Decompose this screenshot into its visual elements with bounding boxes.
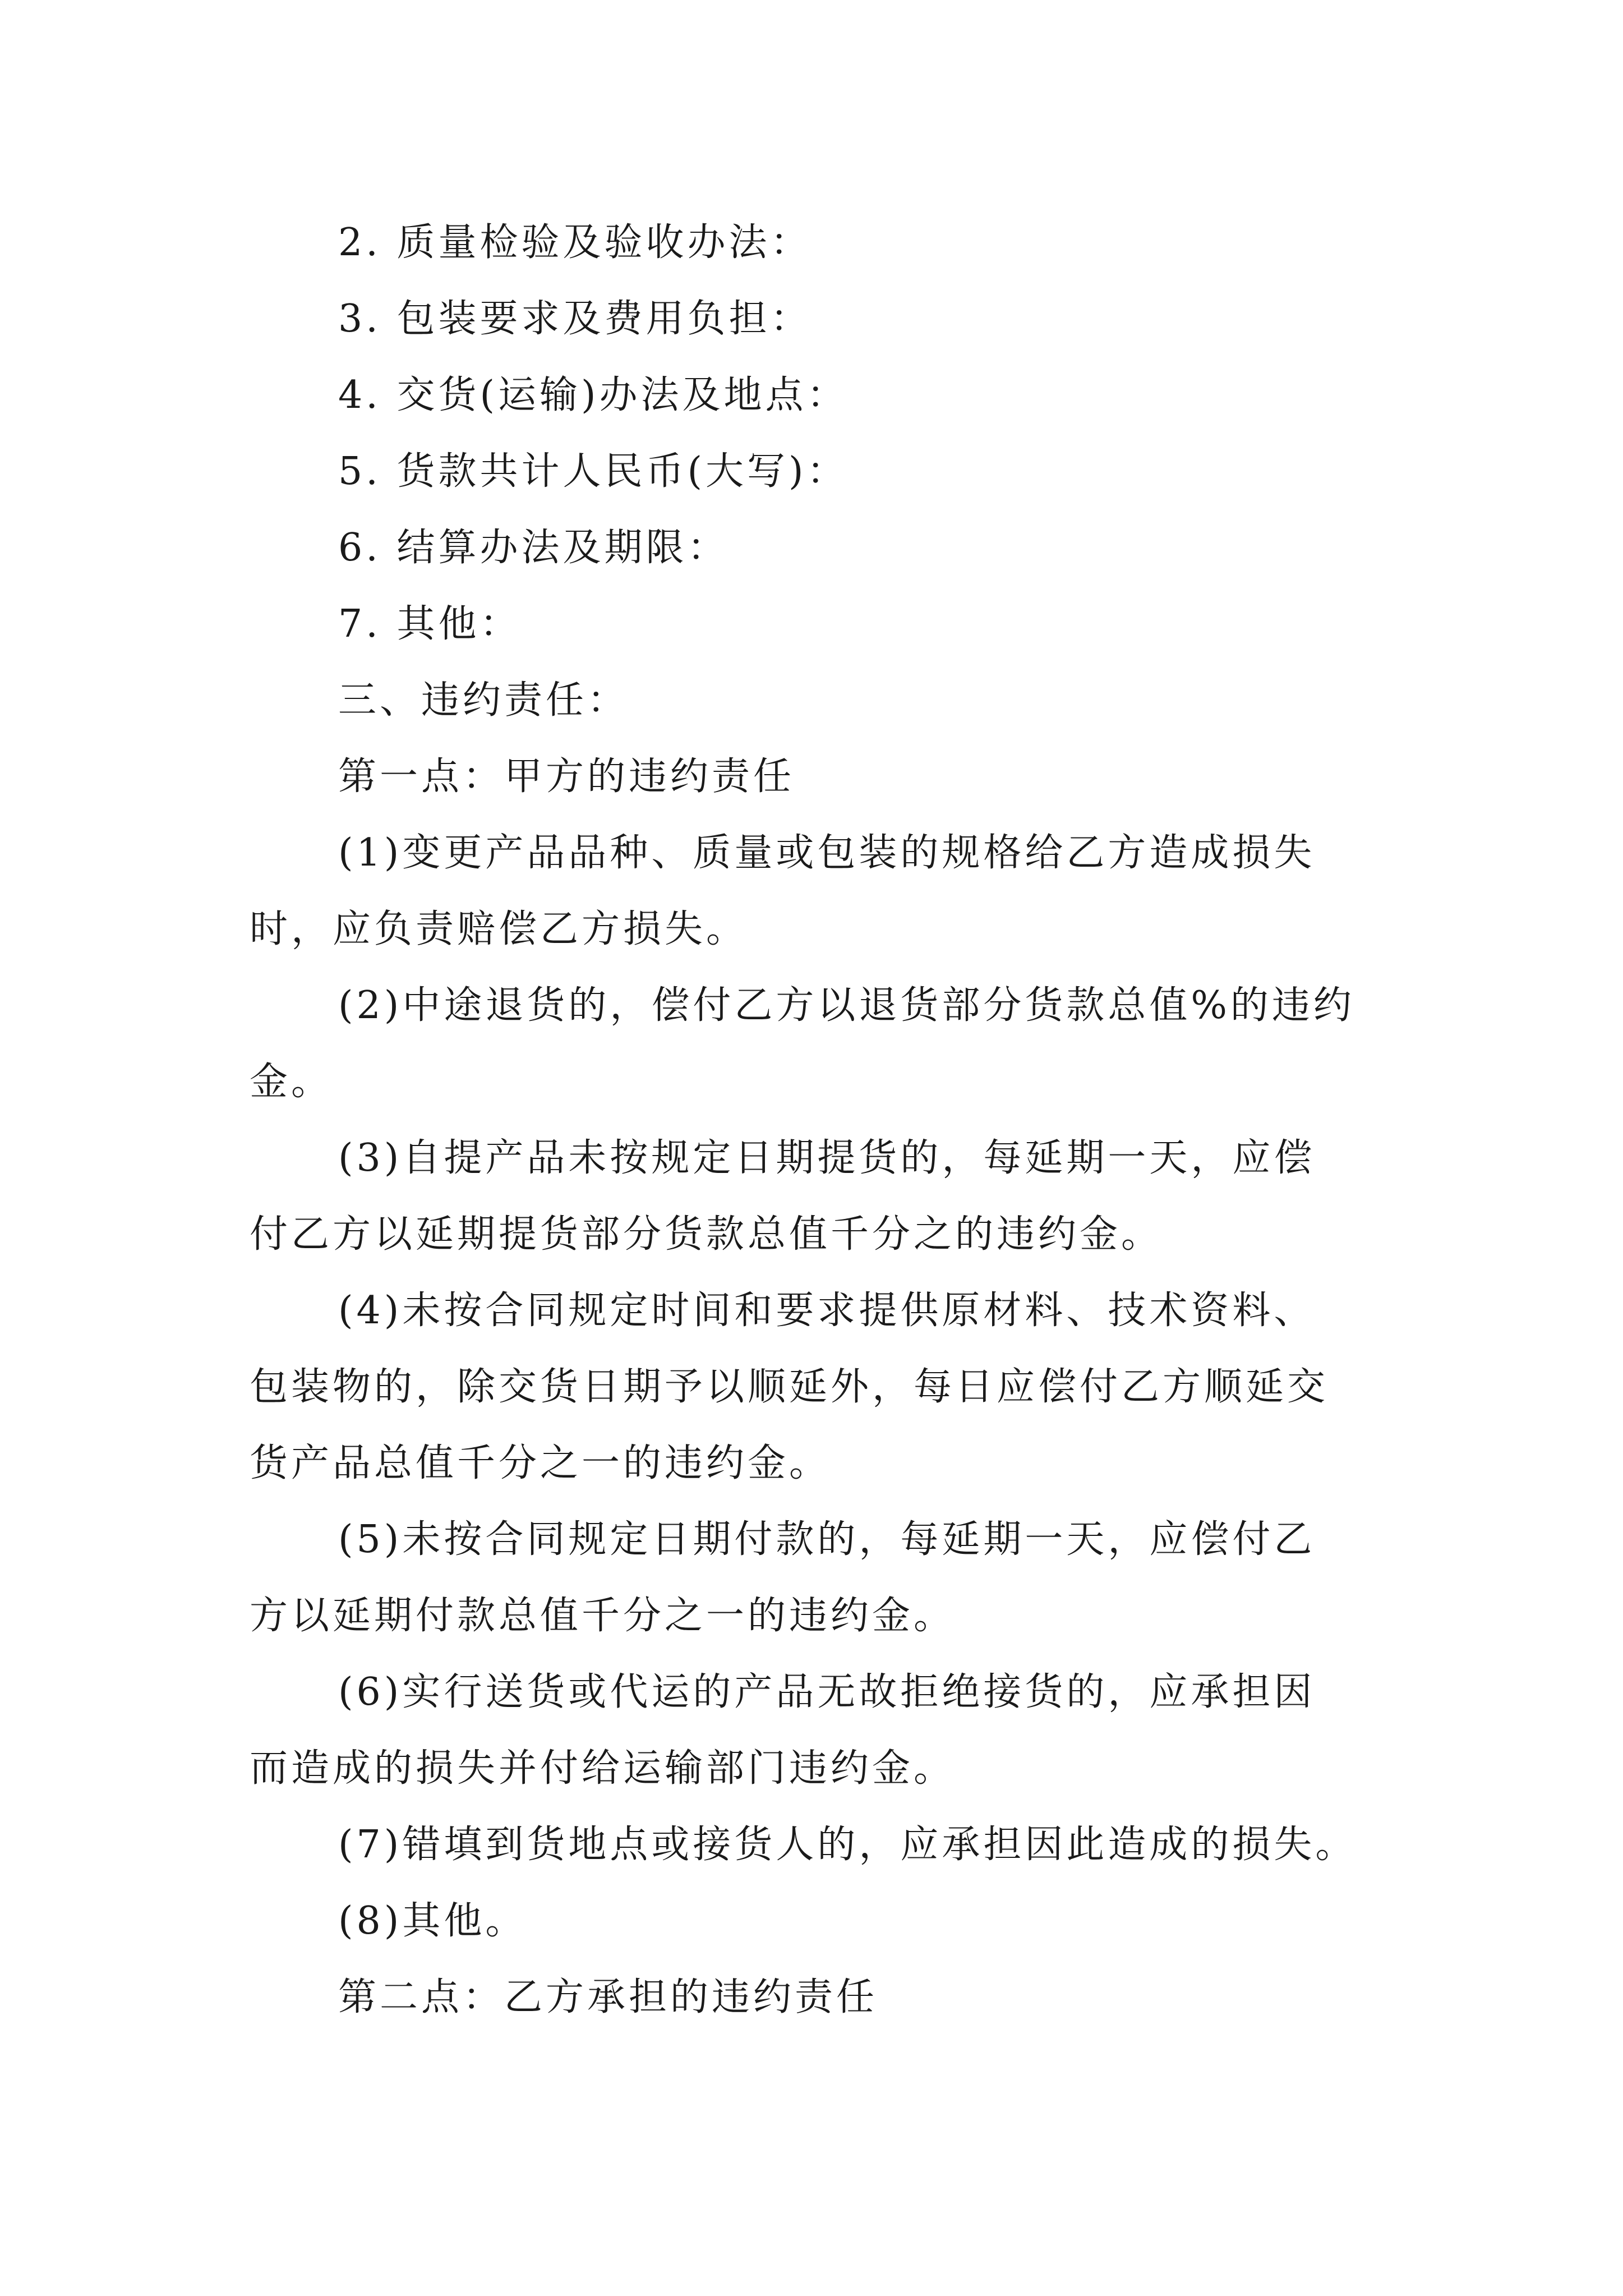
clause-line: (5)未按合同规定日期付款的，每延期一天，应偿付乙 bbox=[338, 1517, 1316, 1562]
clause-line: (2)中途退货的，偿付乙方以退货部分货款总值%的违约 bbox=[338, 983, 1355, 1028]
clause-line: (3)自提产品未按规定日期提货的，每延期一天，应偿 bbox=[338, 1136, 1316, 1180]
list-item-quality-inspection: 2. 质量检验及验收办法： bbox=[338, 220, 812, 265]
clause-line: 货产品总值千分之一的违约金。 bbox=[250, 1441, 831, 1485]
clause-line: 而造成的损失并付给运输部门违约金。 bbox=[250, 1746, 956, 1791]
clause-line: 方以延期付款总值千分之一的违约金。 bbox=[250, 1594, 956, 1638]
point-heading-party-b: 第二点：乙方承担的违约责任 bbox=[338, 1975, 878, 2019]
point-heading-party-a: 第一点：甲方的违约责任 bbox=[338, 754, 795, 799]
clause-line: (1)变更产品品种、质量或包装的规格给乙方造成损失 bbox=[338, 831, 1316, 875]
clause-line: (6)实行送货或代运的产品无故拒绝接货的，应承担因 bbox=[338, 1670, 1316, 1714]
document-body bbox=[250, 205, 1394, 2036]
clause-line: (4)未按合同规定时间和要求提供原材料、技术资料、 bbox=[338, 1289, 1316, 1333]
clause-7 bbox=[250, 1807, 1394, 1883]
clause-5 bbox=[250, 1502, 1394, 1654]
clause-line: 付乙方以延期提货部分货款总值千分之的违约金。 bbox=[250, 1212, 1163, 1257]
clause-1 bbox=[250, 815, 1394, 968]
clause-line: 时，应负责赔偿乙方损失。 bbox=[250, 907, 748, 951]
clause-line: 金。 bbox=[250, 1060, 333, 1104]
clause-line: 包装物的，除交货日期予以顺延外，每日应偿付乙方顺延交 bbox=[250, 1365, 1329, 1409]
list-item-delivery: 4. 交货(运输)办法及地点： bbox=[338, 373, 849, 417]
clause-2 bbox=[250, 968, 1394, 1120]
clause-6 bbox=[250, 1654, 1394, 1807]
clause-line: (7)错填到货地点或接货人的，应承担因此造成的损失。 bbox=[338, 1823, 1357, 1867]
clause-line: (8)其他。 bbox=[338, 1899, 527, 1943]
clause-3 bbox=[250, 1120, 1394, 1273]
list-item-packaging: 3. 包装要求及费用负担： bbox=[338, 297, 812, 341]
clause-4 bbox=[250, 1273, 1394, 1502]
list-item-settlement: 6. 结算办法及期限： bbox=[338, 526, 729, 570]
list-item-other: 7. 其他： bbox=[338, 602, 522, 646]
list-item-total-payment: 5. 货款共计人民币(大写)： bbox=[338, 449, 849, 494]
section-heading-breach-liability: 三、违约责任： bbox=[338, 678, 629, 723]
clause-8 bbox=[250, 1883, 1394, 1959]
